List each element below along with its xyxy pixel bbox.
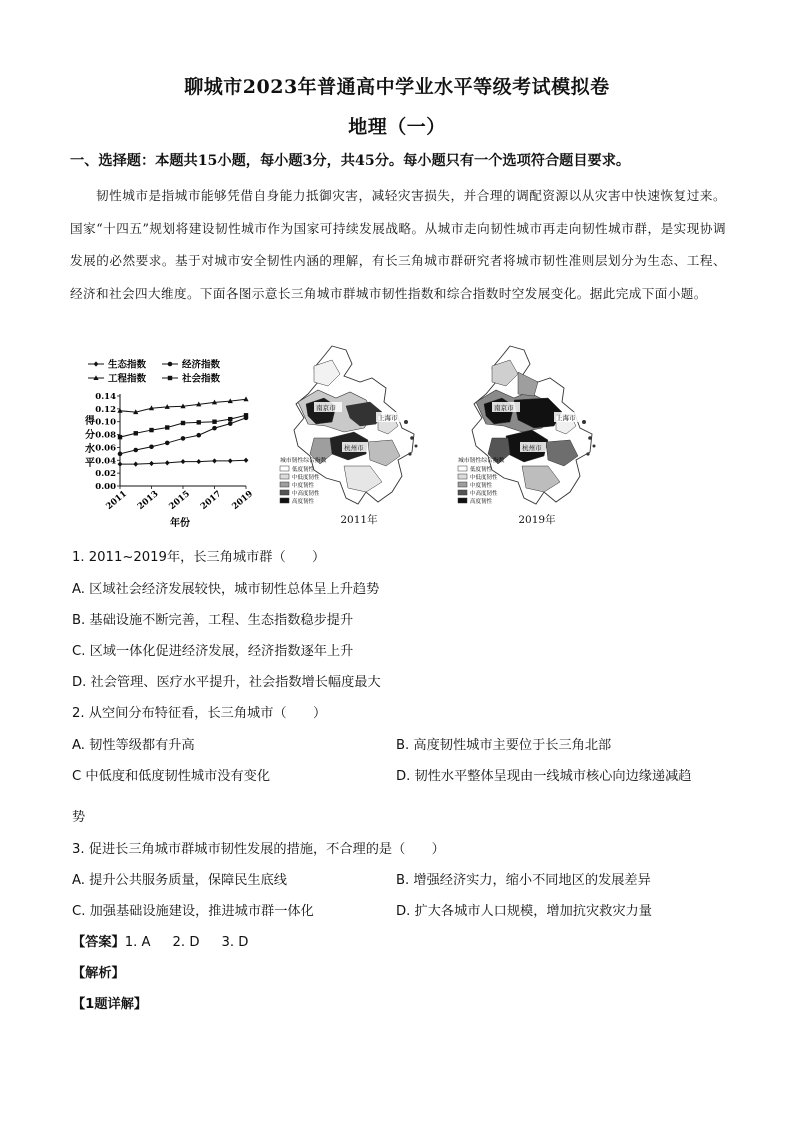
x-tick-label: 2015 [167, 489, 192, 512]
answer-label: 【答案】 [72, 935, 125, 950]
legend-label: 工程指数 [108, 373, 147, 385]
map-legend-item: 中度韧性 [292, 483, 315, 489]
map-label-nanjing: 南京市 [494, 404, 514, 412]
legend-marker [168, 362, 173, 367]
series-line-4 [120, 415, 246, 437]
x-axis-label: 年份 [170, 518, 190, 529]
island-dot [415, 445, 418, 448]
y-tick-label: 0.06 [95, 443, 116, 454]
y-tick-label: 0.14 [95, 392, 116, 402]
map-legend-item: 低度韧性 [292, 467, 315, 473]
q2-option-b: B. 高度韧性城市主要位于长三角北部 [396, 738, 612, 753]
q3-option-b: B. 增强经济实力，缩小不同地区的发展差异 [396, 873, 651, 888]
q3-option-d: D. 扩大各城市人口规模，增加抗灾救灾力量 [396, 904, 652, 919]
x-tick-label: 2017 [198, 489, 224, 512]
y-tick-label: 0.08 [95, 430, 116, 441]
y-axis-label-char: 分 [85, 430, 95, 441]
data-point [165, 460, 170, 465]
data-point [118, 462, 123, 467]
data-point [197, 420, 201, 424]
data-point [165, 425, 169, 429]
question-2-stem: 2. 从空间分布特征看，长三角城市（ ） [72, 706, 327, 721]
data-point [165, 441, 170, 446]
data-point [244, 413, 248, 417]
data-point [228, 421, 233, 426]
data-point [118, 435, 122, 439]
y-tick-label: 0.10 [95, 417, 116, 428]
q3-option-c: C. 加强基础设施建设，推进城市群一体化 [72, 904, 314, 919]
legend-label: 生态指数 [108, 359, 147, 371]
q3-option-a: A. 提升公共服务质量，保障民生底线 [72, 873, 287, 888]
x-tick-label: 2011 [104, 489, 129, 512]
data-point [118, 452, 123, 457]
exam-subtitle: 地理（一） [348, 116, 446, 138]
map-label-hangzhou: 杭州市 [522, 444, 542, 452]
question-3-stem: 3. 促进长三角城市群城市韧性发展的措施，不合理的是（ ） [72, 842, 445, 857]
map-legend-item: 中高度韧性 [470, 491, 498, 497]
data-point [196, 459, 201, 464]
map-legend-item: 中低度韧性 [470, 475, 498, 481]
q2-option-a: A. 韧性等级都有升高 [72, 738, 195, 753]
island-dot [588, 436, 592, 440]
data-point [133, 462, 138, 467]
map-2019 [452, 342, 617, 526]
legend-marker [168, 376, 172, 380]
map-2011-svg [274, 342, 439, 517]
data-point [212, 458, 217, 463]
map-label-hangzhou: 杭州市 [344, 444, 364, 452]
analysis-label: 【解析】 [72, 966, 125, 981]
chart-series-group [117, 396, 248, 466]
q1-option-b: B. 基础设施不断完善，工程、生态指数稳步提升 [72, 613, 354, 628]
figure-group [80, 342, 720, 532]
map-label-nanjing: 南京市 [316, 404, 336, 412]
answer-3: 3. D [221, 935, 249, 950]
y-tick-label: 0.02 [95, 469, 116, 480]
data-point [244, 458, 249, 463]
map-2011 [274, 342, 439, 526]
data-point [228, 458, 233, 463]
y-tick-label: 0.12 [95, 404, 116, 415]
map-legend-item: 高度韧性 [470, 499, 493, 505]
q2-option-d-continued: 势 [72, 810, 86, 825]
map-legend-item: 中高度韧性 [292, 491, 320, 497]
map-legend [458, 456, 505, 505]
data-point [212, 420, 216, 424]
data-point [181, 459, 186, 464]
q2-option-d: D. 韧性水平整体呈现由一线城市核心向边缘递减趋 [396, 769, 692, 784]
map-legend-title: 城市韧性综合指数 [458, 458, 505, 464]
section-heading: 一、选择题：本题共15小题，每小题3分，共45分。每小题只有一个选项符合题目要求。 [70, 153, 631, 169]
analysis-subheading: 【1题详解】 [72, 997, 148, 1012]
map-legend [280, 456, 327, 505]
island-dot [593, 445, 596, 448]
data-point [181, 421, 185, 425]
map-label-shanghai: 上海市 [378, 414, 398, 422]
map-caption-2019: 2019年 [518, 514, 556, 526]
island-dot [586, 452, 589, 455]
legend-label: 社会指数 [182, 373, 221, 385]
q1-option-a: A. 区域社会经济发展较快，城市韧性总体呈上升趋势 [72, 582, 380, 597]
map-legend-item: 中低度韧性 [292, 475, 320, 481]
data-point [149, 461, 154, 466]
data-point [149, 428, 153, 432]
x-tick-label: 2013 [135, 489, 161, 512]
island-dot [582, 420, 586, 424]
answer-line [72, 931, 248, 950]
y-axis-label-char: 得 [85, 416, 95, 427]
y-tick-label: 0.00 [95, 482, 116, 492]
answer-2: 2. D [172, 935, 200, 950]
map-legend-item: 中度韧性 [470, 483, 493, 489]
q2-option-c: C 中低度和低度韧性城市没有变化 [72, 769, 271, 784]
q1-option-d: D. 社会管理、医疗水平提升，社会指数增长幅度最大 [72, 675, 381, 690]
data-point [228, 417, 232, 421]
map-2019-svg [452, 342, 617, 517]
data-point [134, 431, 138, 435]
data-point [181, 436, 186, 441]
data-point [243, 396, 248, 401]
chart-legend [88, 359, 221, 385]
map-label-shanghai: 上海市 [556, 414, 576, 422]
data-point [212, 426, 217, 431]
map-legend-title: 城市韧性综合指数 [280, 458, 327, 464]
legend-marker [94, 361, 99, 366]
data-point [149, 444, 154, 449]
legend-label: 经济指数 [182, 359, 221, 371]
y-tick-label: 0.04 [95, 456, 116, 467]
data-point [196, 433, 201, 438]
index-line-chart [80, 356, 255, 531]
x-tick-label: 2019 [230, 489, 255, 512]
island-dot [408, 452, 411, 455]
island-dot [410, 436, 414, 440]
q1-option-c: C. 区域一体化促进经济发展，经济指数逐年上升 [72, 644, 354, 659]
y-axis-label-char: 水 [85, 444, 95, 455]
question-1-stem: 1. 2011~2019年，长三角城市群（ ） [72, 550, 326, 565]
exam-title: 聊城市2023年普通高中学业水平等级考试模拟卷 [184, 76, 610, 98]
data-point [133, 448, 138, 453]
answer-1: 1. A [124, 935, 151, 950]
map-legend-item: 高度韧性 [292, 499, 315, 505]
map-legend-item: 低度韧性 [470, 467, 493, 473]
reading-passage: 韧性城市是指城市能够凭借自身能力抵御灾害，减轻灾害损失，并合理的调配资源以从灾害中快速恢复过来。国家“十四五”规划将建设韧性城市作为国家可持续发展战略。从城市走向韧性城市再走向韧性城市群，是实现协调发展的必然要求。基于对城市安全韧性内涵的理解，有长三角城市群研究者将城市韧性准则层划分为生态、工程、经济和社会四大维度。下面各图示意长三角城市群城市韧性指数和综合指数时空发展变化。据此完成下面小题。 [70, 188, 726, 301]
island-dot [404, 420, 408, 424]
y-axis-label-char: 平 [85, 458, 95, 469]
map-caption-2011: 2011年 [340, 514, 378, 526]
